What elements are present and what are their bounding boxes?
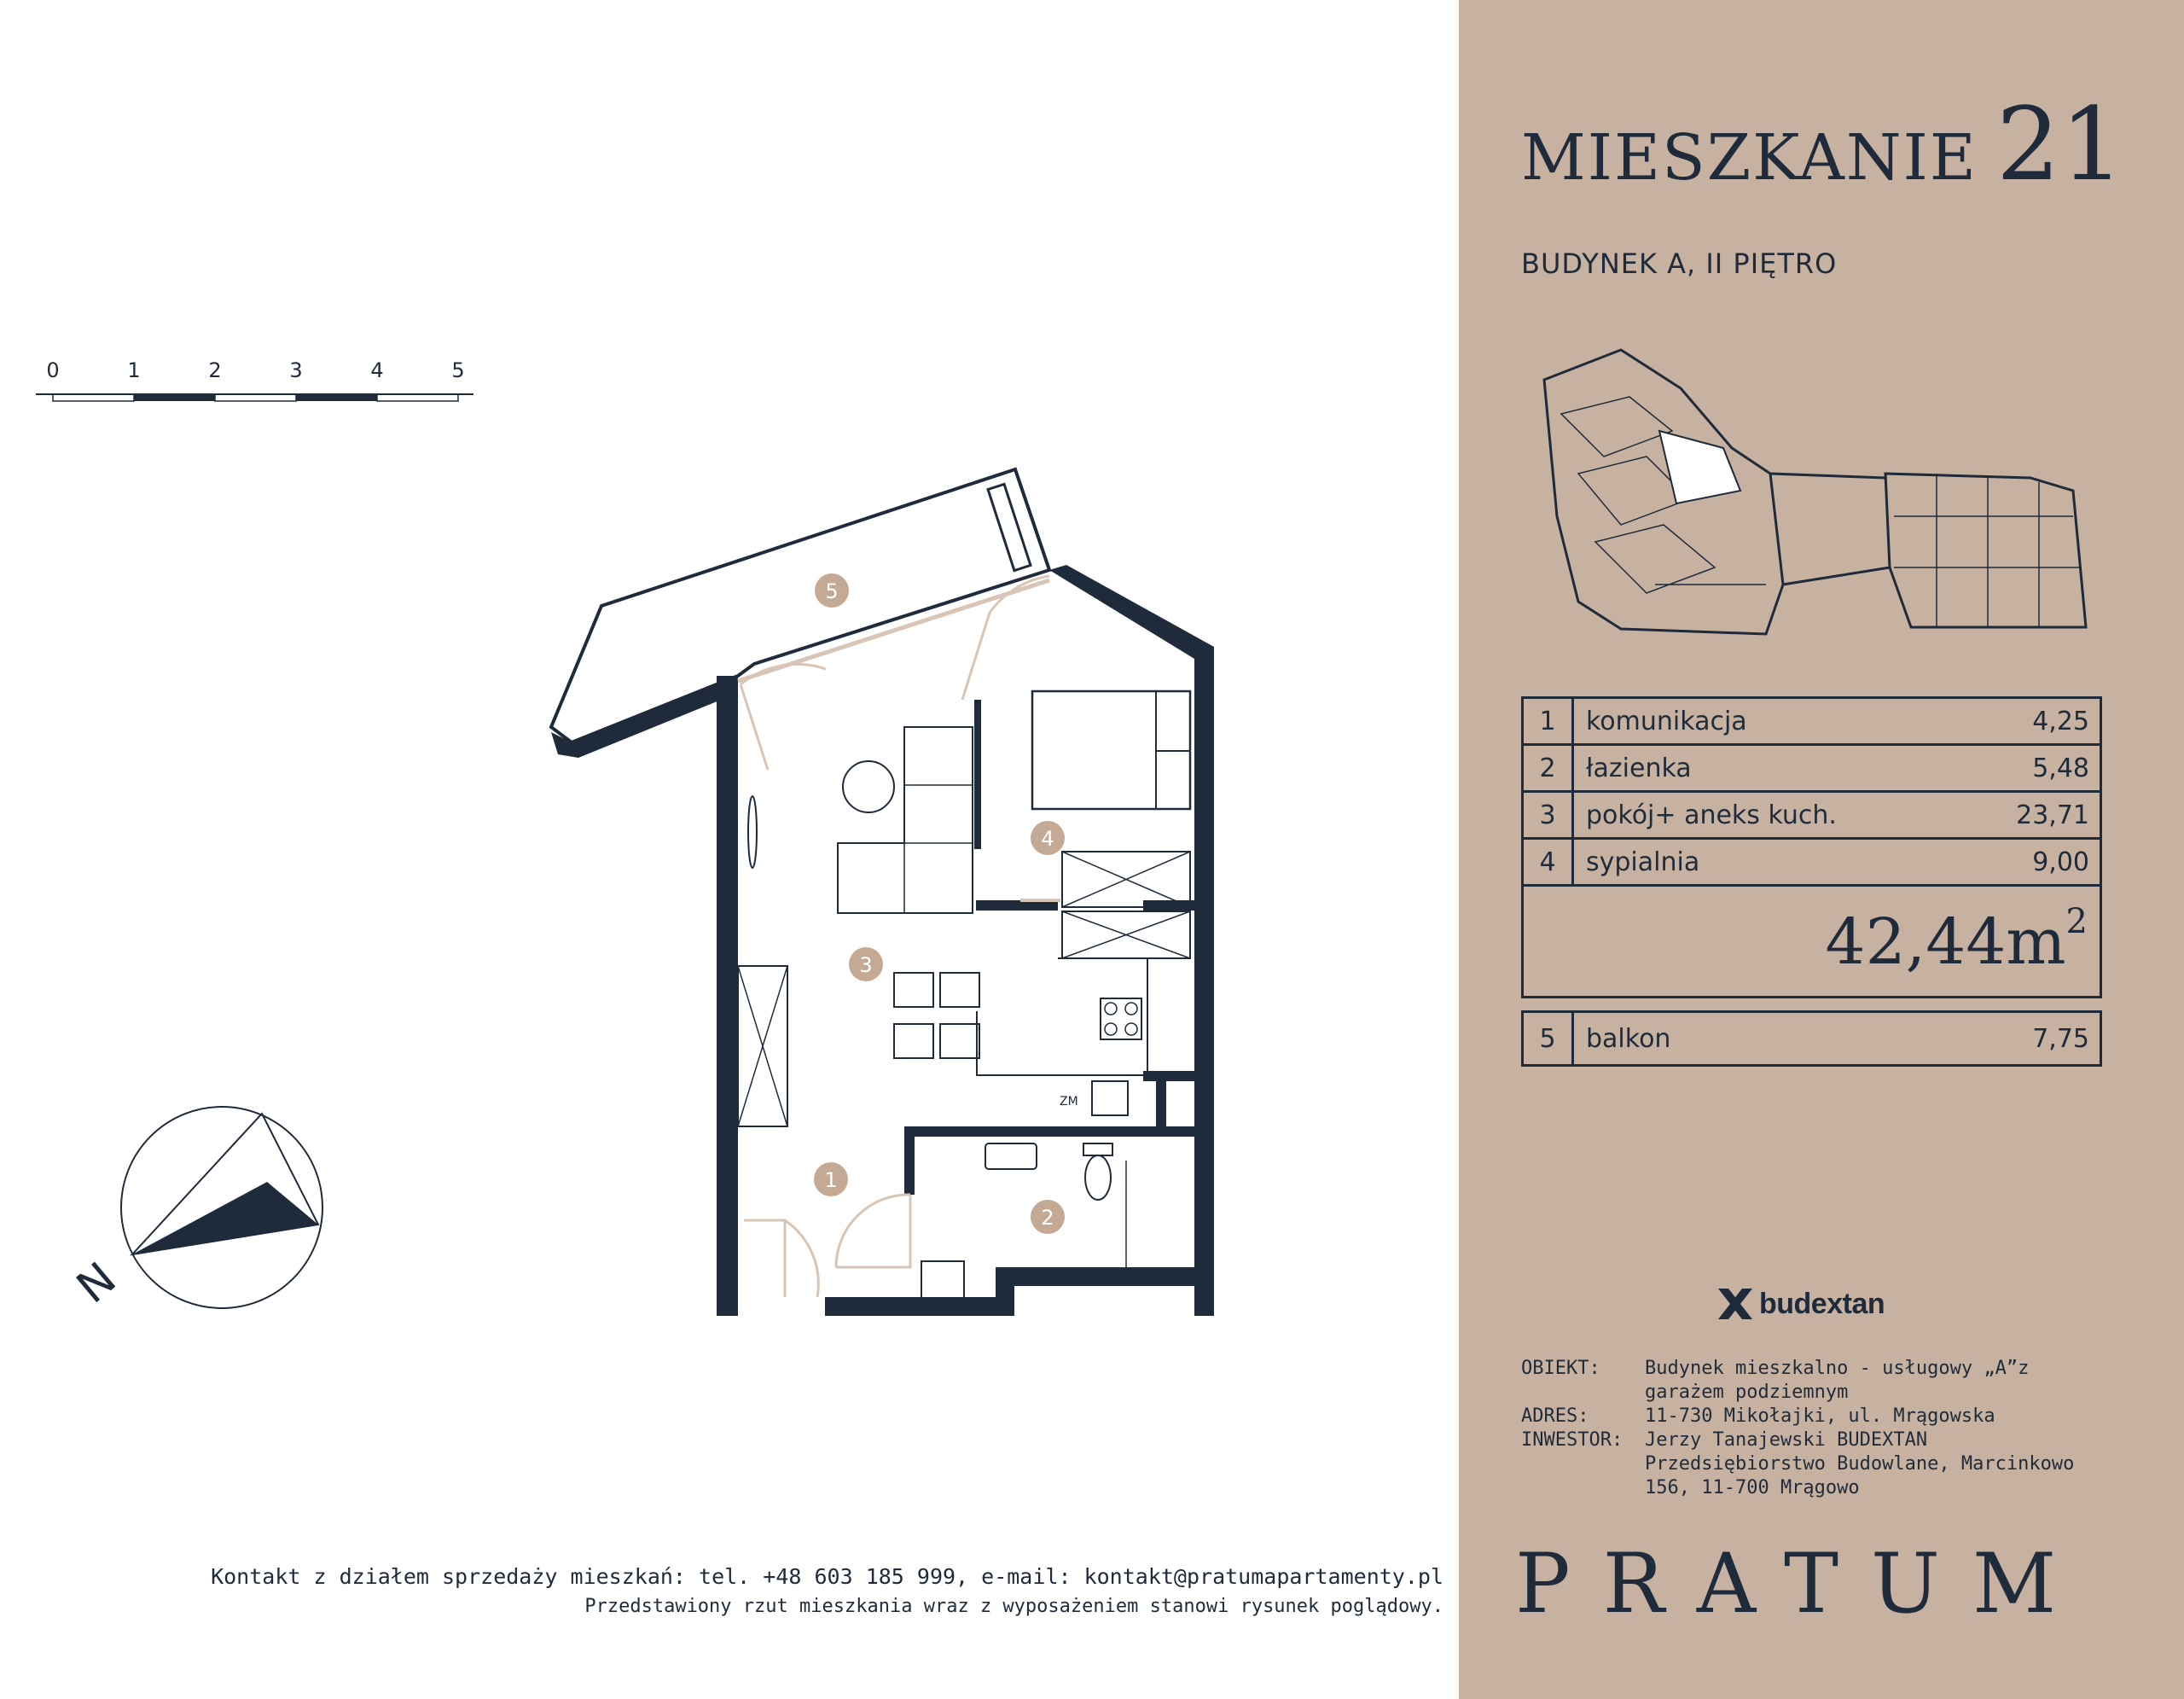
sofa — [838, 727, 973, 913]
marker-4 — [1031, 821, 1065, 855]
apartment-title — [1521, 85, 2124, 203]
room-name: komunikacja — [1586, 706, 1747, 736]
svg-text:3: 3 — [859, 953, 873, 977]
bed-pillows — [1156, 691, 1190, 809]
rooms-table — [1521, 696, 2102, 1067]
fridge-cross — [1062, 911, 1190, 958]
room-name: łazienka — [1586, 753, 1692, 783]
info-object — [1521, 1357, 2106, 1405]
total-area — [1825, 902, 2088, 979]
balcony-number: 5 — [1524, 1013, 1574, 1064]
scale-bar — [34, 358, 478, 418]
washing-machine — [921, 1261, 964, 1299]
entrance-door — [744, 1220, 818, 1297]
room-row — [1524, 840, 2100, 887]
info-address-value: 11-730 Mikołajki, ul. Mrągowska — [1645, 1405, 1995, 1427]
compass — [47, 1101, 337, 1323]
info-object-label: OBIEKT: — [1521, 1358, 1600, 1379]
room-row — [1524, 793, 2100, 840]
rooms-box — [1521, 696, 2102, 998]
coffee-table — [843, 761, 894, 812]
room-number: 3 — [1524, 793, 1574, 837]
wall-west — [717, 676, 738, 1316]
room-area: 23,71 — [2016, 800, 2089, 830]
room-area: 4,25 — [2032, 706, 2089, 736]
compass-north-label: N — [67, 1253, 126, 1314]
room-number: 1 — [1524, 699, 1574, 743]
room-number: 4 — [1524, 840, 1574, 884]
wardrobe-cross — [1062, 852, 1190, 907]
info-investor-value: Jerzy Tanajewski BUDEXTAN Przedsiębiorstwo Budowlane, Marcinkowo 156, 11-700 Mrągowo — [1645, 1429, 2075, 1498]
compass-arrow — [132, 1182, 318, 1254]
balcony-door-left — [741, 664, 826, 770]
site-building-b — [1885, 474, 2086, 627]
site-building-a — [1544, 350, 1783, 634]
wall-south-step — [996, 1267, 1014, 1316]
room-name: sypialnia — [1586, 847, 1700, 877]
marker-5 — [815, 573, 849, 608]
wall-bath-north — [904, 1126, 1194, 1137]
washbasin — [985, 1143, 1037, 1169]
scale-label-2: 2 — [208, 358, 222, 382]
info-investor-label: INWESTOR: — [1521, 1429, 1623, 1451]
logo-name: budextan — [1759, 1287, 1885, 1320]
marker-2 — [1031, 1200, 1065, 1234]
scale-label-1: 1 — [127, 358, 141, 382]
marker-1 — [814, 1162, 848, 1196]
info-address — [1521, 1405, 2106, 1428]
svg-text:5: 5 — [825, 579, 839, 603]
info-investor — [1521, 1428, 2106, 1500]
chair-3 — [894, 1024, 933, 1058]
balcony-box — [1521, 1010, 2102, 1067]
room-row — [1524, 699, 2100, 746]
logo-x-icon — [1716, 1287, 1754, 1321]
disclaimer: Przedstawiony rzut mieszkania wraz z wyposażeniem stanowi rysunek poglądowy. — [584, 1596, 1443, 1617]
zm-label: ZM — [1060, 1095, 1078, 1108]
wall-bath-west — [904, 1126, 915, 1195]
marker-3 — [849, 947, 883, 981]
chair-2 — [940, 973, 979, 1007]
balcony-name: balkon — [1586, 1023, 1671, 1054]
bathroom-door — [836, 1195, 910, 1267]
mirror — [748, 796, 757, 868]
project-info — [1521, 1357, 2106, 1500]
chair-1 — [894, 973, 933, 1007]
total-area-row — [1524, 887, 2100, 996]
site-plan — [1527, 346, 2107, 640]
title-word: MIESZKANIE — [1521, 121, 1978, 195]
pratum-brand: PRATUM — [1515, 1536, 2089, 1632]
toilet-tank — [1083, 1143, 1112, 1155]
balcony-row — [1524, 1013, 2100, 1064]
tv-wall — [974, 700, 981, 849]
total-area-value: 42,44m — [1825, 905, 2066, 979]
total-area-unit-exp: 2 — [2065, 902, 2088, 941]
wall-bath-top — [1143, 1071, 1194, 1081]
floor-plan — [546, 461, 1228, 1323]
info-address-label: ADRES: — [1521, 1405, 1589, 1427]
budextan-logo — [1716, 1287, 1885, 1321]
svg-text:4: 4 — [1041, 827, 1054, 851]
scale-label-4: 4 — [370, 358, 384, 382]
building-floor: BUDYNEK A, II PIĘTRO — [1521, 247, 1838, 280]
wall-shaft — [1156, 1075, 1166, 1135]
scale-ruler — [34, 358, 478, 418]
scale-label-3: 3 — [289, 358, 303, 382]
apartment-number: 21 — [1995, 85, 2125, 203]
kitchen-sink — [1092, 1081, 1128, 1115]
info-object-value: Budynek mieszkalno - usługowy „A”z garażem podziemnym — [1645, 1358, 2030, 1403]
room-row — [1524, 746, 2100, 793]
chair-4 — [940, 1024, 979, 1058]
room-area: 5,48 — [2032, 753, 2089, 783]
scale-label-0: 0 — [46, 358, 60, 382]
kitchen-counter — [977, 958, 1147, 1075]
sofa-seams — [904, 785, 973, 913]
room-name: pokój+ aneks kuch. — [1586, 800, 1837, 830]
room-number: 2 — [1524, 746, 1574, 790]
sales-contact: Kontakt z działem sprzedaży mieszkań: tel. +48 603 185 999, e-mail: kontakt@pratumapartamenty.pl — [211, 1564, 1443, 1589]
hall-wardrobe-cross — [738, 966, 787, 1126]
room-area: 9,00 — [2032, 847, 2089, 877]
wall-south-east — [998, 1267, 1214, 1286]
svg-text:1: 1 — [824, 1168, 838, 1192]
scale-label-5: 5 — [451, 358, 465, 382]
balcony-area: 7,75 — [2032, 1023, 2089, 1054]
svg-text:2: 2 — [1041, 1206, 1054, 1230]
wall-south — [825, 1297, 996, 1316]
toilet — [1085, 1155, 1111, 1200]
